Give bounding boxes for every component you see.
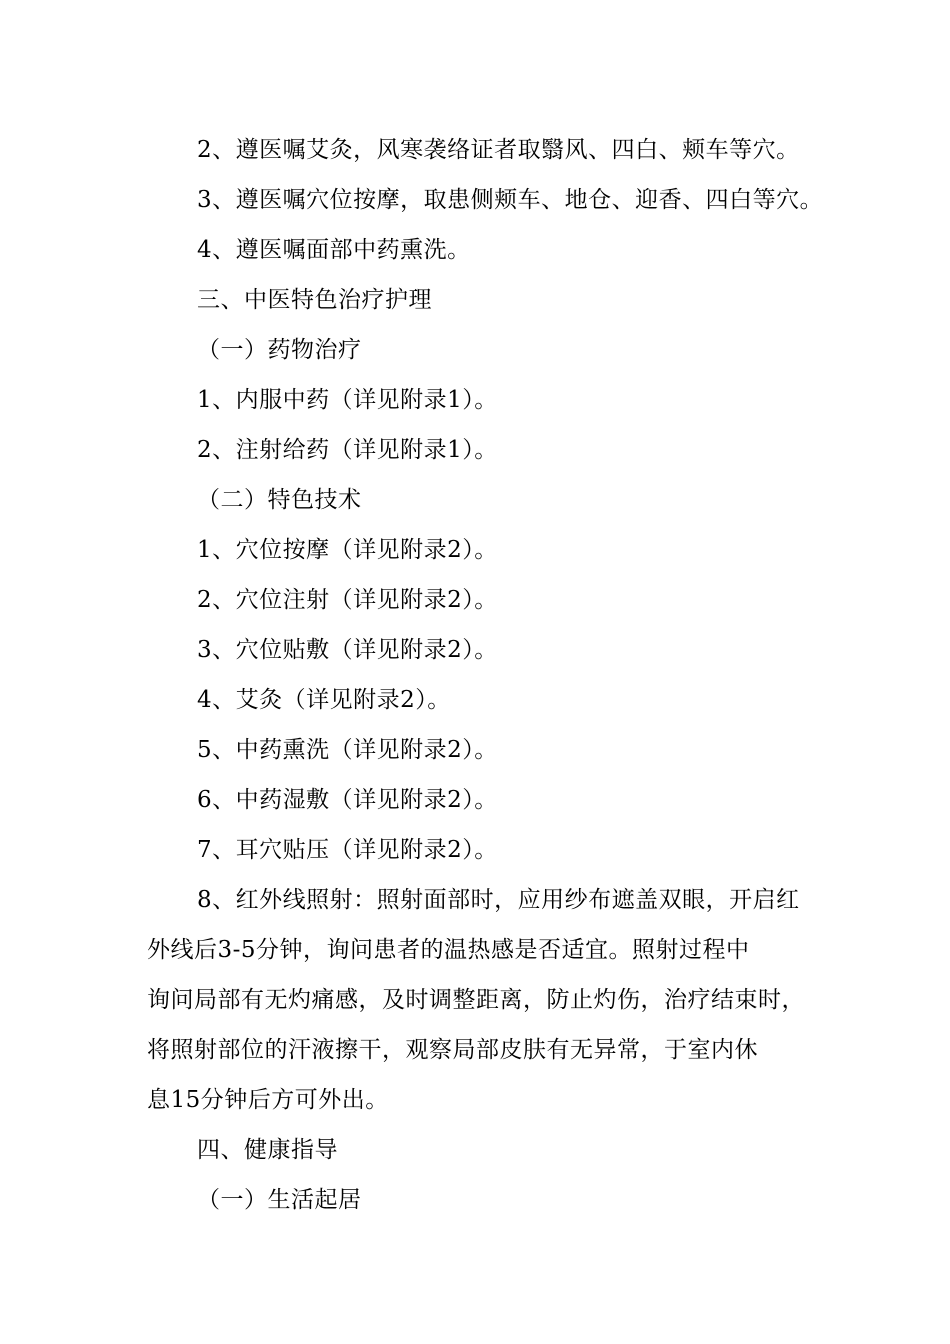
item-herbal-fumigation-order: 4、遵医嘱面部中药熏洗。	[197, 237, 471, 263]
item-auricular-pressing: 7、耳穴贴压（详见附录2）。	[197, 837, 498, 863]
item-acupoint-application: 3、穴位贴敷（详见附录2）。	[197, 637, 498, 663]
paragraph-line: 息15分钟后方可外出。	[147, 1087, 389, 1113]
item-acupoint-massage: 1、穴位按摩（详见附录2）。	[197, 537, 498, 563]
section-heading-tcm-treatment: 三、中医特色治疗护理	[197, 287, 432, 313]
item-herbal-wet-compress: 6、中药湿敷（详见附录2）。	[197, 787, 498, 813]
item-acupoint-injection: 2、穴位注射（详见附录2）。	[197, 587, 498, 613]
item-acupoint-massage-order: 3、遵医嘱穴位按摩，取患侧颊车、地仓、迎香、四白等穴。	[197, 187, 824, 213]
paragraph-line: 询问局部有无灼痛感，及时调整距离，防止灼伤，治疗结束时，	[147, 987, 805, 1013]
subsection-heading-special-techniques: （二）特色技术	[197, 487, 362, 513]
subsection-heading-drug-therapy: （一）药物治疗	[197, 337, 362, 363]
item-oral-medicine: 1、内服中药（详见附录1）。	[197, 387, 498, 413]
item-herbal-fumigation: 5、中药熏洗（详见附录2）。	[197, 737, 498, 763]
item-moxibustion-order: 2、遵医嘱艾灸，风寒袭络证者取翳风、四白、颊车等穴。	[197, 137, 800, 163]
item-injection: 2、注射给药（详见附录1）。	[197, 437, 498, 463]
paragraph-line: 外线后3-5分钟，询问患者的温热感是否适宜。照射过程中	[147, 937, 750, 963]
section-heading-health-guidance: 四、健康指导	[197, 1137, 338, 1163]
item-moxibustion: 4、艾灸（详见附录2）。	[197, 687, 451, 713]
paragraph-line: 将照射部位的汗液擦干，观察局部皮肤有无异常，于室内休	[147, 1037, 758, 1063]
subsection-heading-daily-living: （一）生活起居	[197, 1187, 362, 1213]
paragraph-line: 8、红外线照射：照射面部时，应用纱布遮盖双眼，开启红	[197, 887, 800, 913]
